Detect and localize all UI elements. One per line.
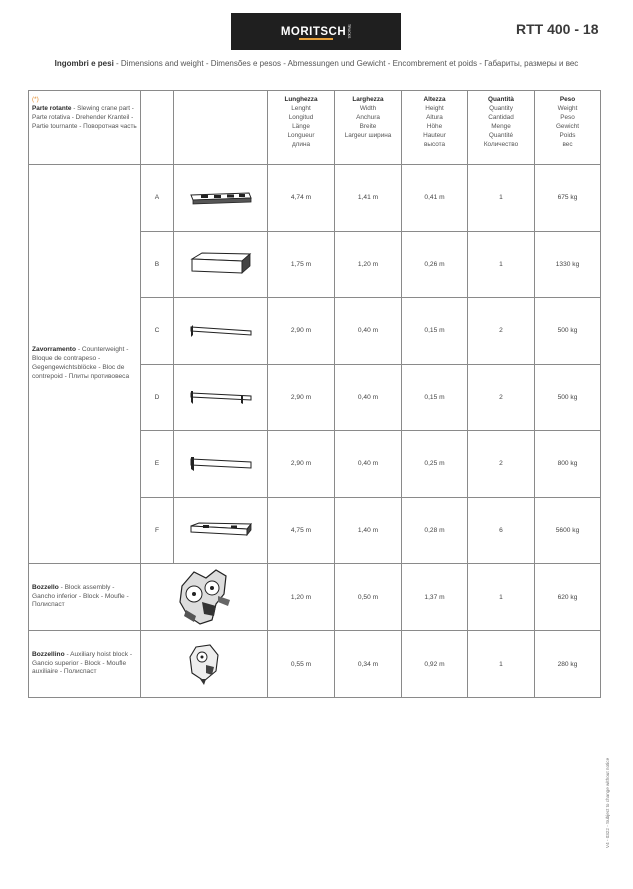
footnote-star: (*): [32, 96, 39, 103]
aux-rest: - Auxiliary hoist block - Gancio superior - Block - Moufle auxiliaire - Полиспаст: [32, 650, 133, 676]
weight-value: 1330 kg: [535, 231, 601, 298]
width-value: 1,41 m: [335, 165, 402, 232]
length-value: 1,75 m: [268, 231, 335, 298]
row-letter: B: [141, 231, 174, 298]
length-value: 1,20 m: [268, 564, 335, 631]
counterweight-slab-icon: [174, 231, 268, 298]
block-group-cell: [29, 564, 141, 631]
height-value: 0,26 m: [402, 231, 468, 298]
header-width: Larghezza Width Anchura Breite Largeur ширина: [335, 91, 402, 165]
counterweight-group-cell: [29, 165, 141, 564]
quantity-value: 1: [468, 165, 535, 232]
header-letter-cell: [141, 91, 174, 165]
table-row-aux: [29, 631, 601, 698]
row-letter: A: [141, 165, 174, 232]
group-header-rest: - Slewing crane part - Parte rotativa - Drehender Kranteil - Partie tournante - Поворотная часть: [32, 104, 137, 130]
logo-text: MORITSCH: [280, 25, 347, 38]
aux-group-cell: [29, 631, 141, 698]
weight-value: 5600 kg: [535, 497, 601, 564]
counterweight-bar-icon: [174, 298, 268, 365]
width-value: 0,40 m: [335, 298, 402, 365]
header-quantity: Quantità Quantity Cantidad Menge Quantité Количество: [468, 91, 535, 165]
table-header-row: [29, 91, 601, 165]
row-letter: E: [141, 431, 174, 498]
group-header-cell: [29, 91, 141, 165]
header-weight: Peso Weight Peso Gewicht Poids вес: [535, 91, 601, 165]
length-value: 2,90 m: [268, 364, 335, 431]
width-value: 0,40 m: [335, 364, 402, 431]
weight-value: 500 kg: [535, 364, 601, 431]
height-value: 0,15 m: [402, 364, 468, 431]
height-value: 0,28 m: [402, 497, 468, 564]
height-value: 0,25 m: [402, 431, 468, 498]
quantity-value: 1: [468, 231, 535, 298]
brand-logo: [231, 13, 401, 50]
model-title: RTT 400 - 18: [516, 21, 599, 37]
height-value: 0,41 m: [402, 165, 468, 232]
block-rest: - Block assembly - Gancho inferior - Block - Moufle - Полиспаст: [32, 583, 129, 609]
counterweight-bold: Zavorramento: [32, 346, 76, 354]
width-value: 0,50 m: [335, 564, 402, 631]
header-length: Lunghezza Lenght Longitud Länge Longueur длина: [268, 91, 335, 165]
header-image-cell: [174, 91, 268, 165]
table-row-a: [29, 165, 601, 232]
length-value: 2,90 m: [268, 431, 335, 498]
height-value: 0,92 m: [402, 631, 468, 698]
revision-note: V4 - 0322 - Subject to change without notice: [605, 757, 610, 848]
weight-value: 800 kg: [535, 431, 601, 498]
page-subtitle: [0, 59, 633, 68]
width-value: 1,40 m: [335, 497, 402, 564]
width-value: 1,20 m: [335, 231, 402, 298]
quantity-value: 6: [468, 497, 535, 564]
subtitle-bold: Ingombri e pesi: [54, 59, 114, 68]
weight-value: 620 kg: [535, 564, 601, 631]
row-letter: C: [141, 298, 174, 365]
counterweight-plate-icon: [174, 497, 268, 564]
subtitle-rest: - Dimensions and weight - Dimensões e pesos - Abmessungen und Gewicht - Encombrement et poids - Габариты, размеры и вес: [113, 59, 579, 68]
weight-value: 500 kg: [535, 298, 601, 365]
counterweight-rest: - Counterweight - Bloque de contrapeso - Gegengewichtsblöcke - Bloc de contrepoid - Плиты противовеса: [32, 346, 130, 380]
height-value: 0,15 m: [402, 298, 468, 365]
logo-sup: TRUCKS: [347, 24, 352, 39]
hook-block-icon: [141, 564, 268, 631]
row-letter: D: [141, 364, 174, 431]
quantity-value: 1: [468, 564, 535, 631]
group-header-bold: Parte rotante: [32, 104, 72, 112]
table-row-block: [29, 564, 601, 631]
weight-value: 280 kg: [535, 631, 601, 698]
length-value: 4,74 m: [268, 165, 335, 232]
quantity-value: 2: [468, 364, 535, 431]
length-value: 0,55 m: [268, 631, 335, 698]
length-value: 4,75 m: [268, 497, 335, 564]
weight-value: 675 kg: [535, 165, 601, 232]
dimensions-table: [28, 90, 601, 698]
width-value: 0,40 m: [335, 431, 402, 498]
height-value: 1,37 m: [402, 564, 468, 631]
block-bold: Bozzello: [32, 583, 59, 591]
aux-bold: Bozzellino: [32, 650, 65, 658]
counterweight-bar-icon: [174, 364, 268, 431]
width-value: 0,34 m: [335, 631, 402, 698]
counterweight-base-frame-icon: [174, 165, 268, 232]
auxiliary-hook-block-icon: [141, 631, 268, 698]
quantity-value: 2: [468, 298, 535, 365]
logo-accent-bar: [299, 38, 333, 40]
quantity-value: 1: [468, 631, 535, 698]
header-height: Altezza Height Altura Höhe Hauteur высота: [402, 91, 468, 165]
counterweight-bar-icon: [174, 431, 268, 498]
quantity-value: 2: [468, 431, 535, 498]
row-letter: F: [141, 497, 174, 564]
length-value: 2,90 m: [268, 298, 335, 365]
